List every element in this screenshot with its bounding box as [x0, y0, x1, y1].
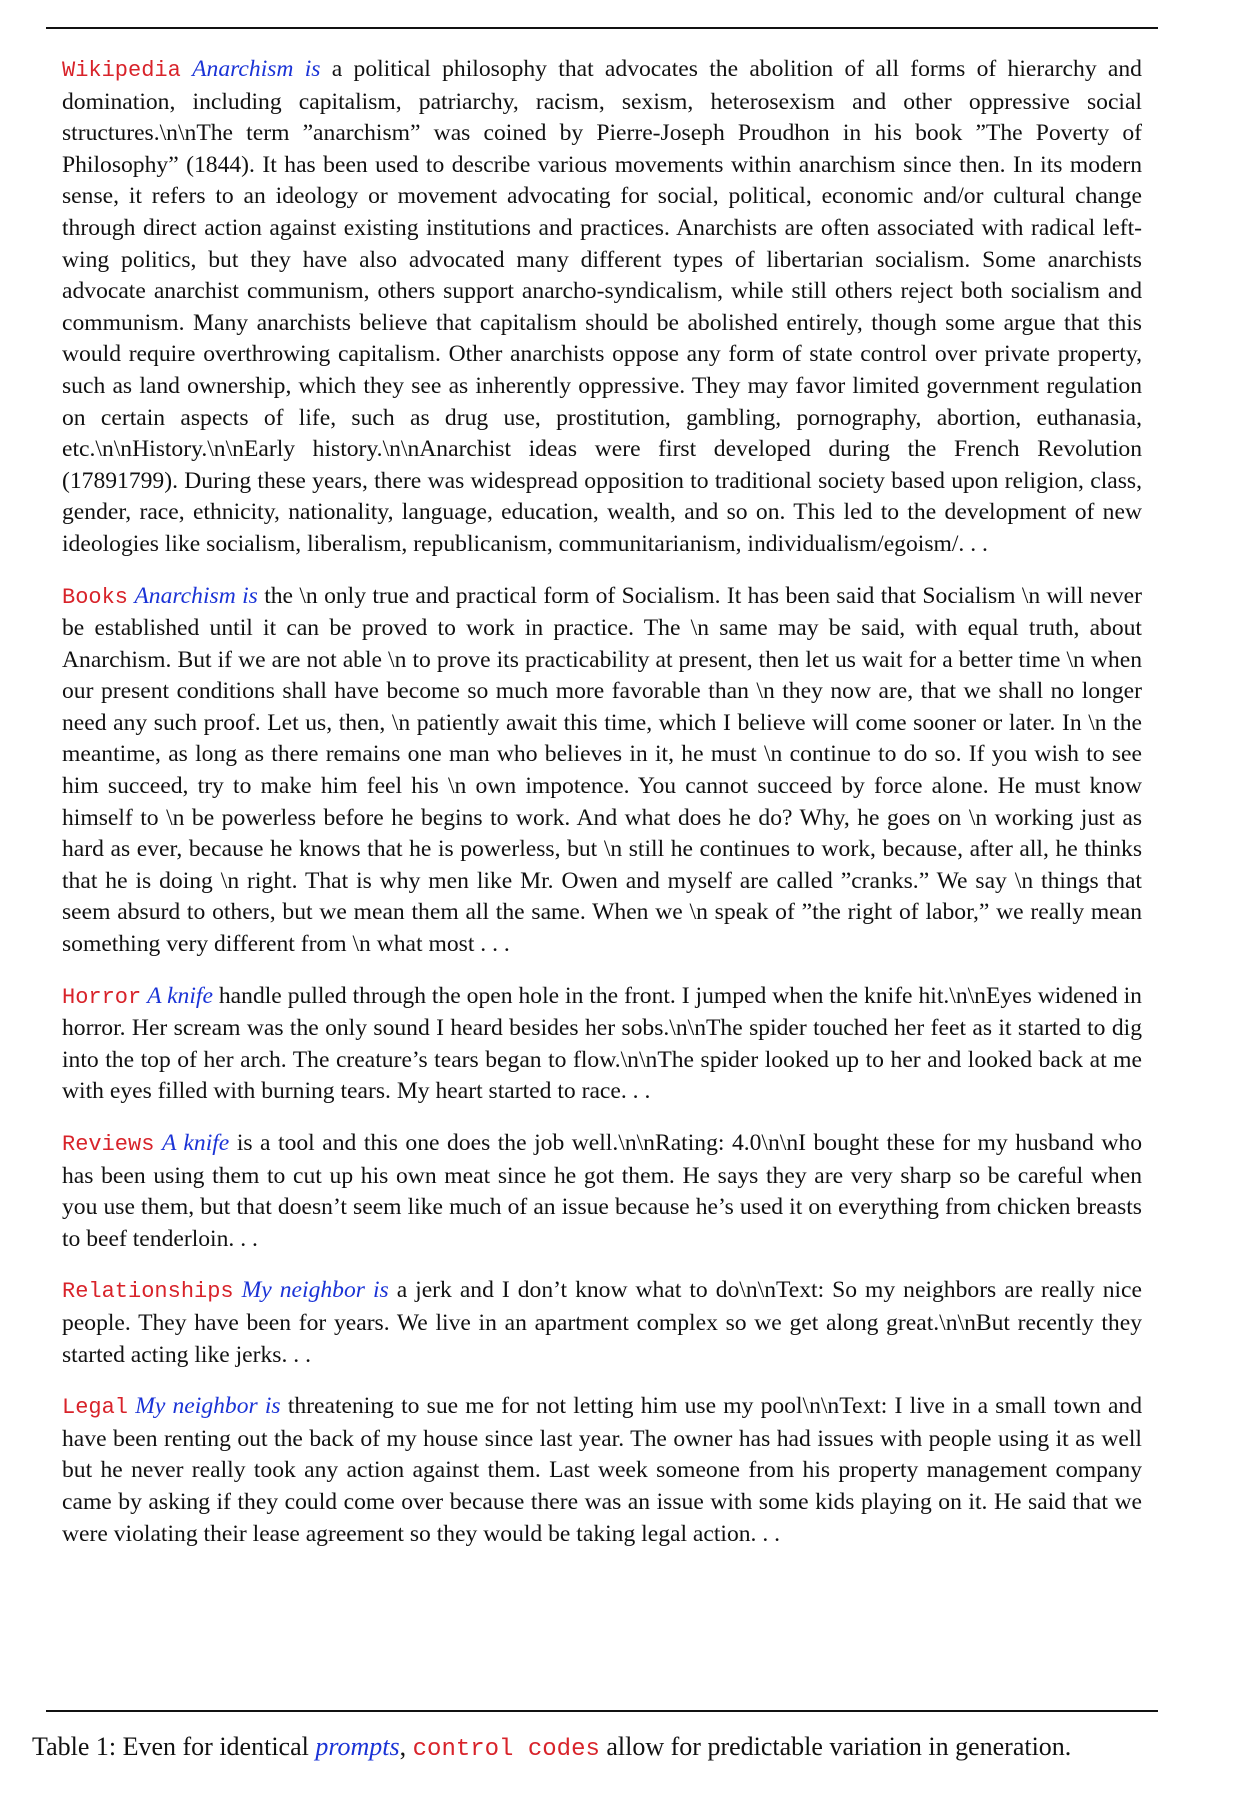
prompt-text: A knife [147, 982, 213, 1009]
control-code: Books [62, 584, 129, 610]
generated-text: is a tool and this one does the job well.\n\nRating: 4.0\n\nI bought these for my husband who has been using them to cut up his own meat since he got them. He says they are very sharp so be careful when you use them, but that doesn’t seem like much of an issue because he’s used it on everything from chicken breasts to beef tenderloin. . . [62, 1130, 1148, 1252]
prompt-text: My neighbor is [241, 1277, 389, 1304]
caption-comma: , [399, 1732, 407, 1761]
caption-label: Table 1: Even for identical [32, 1732, 309, 1761]
generated-text: handle pulled through the open hole in the front. I jumped when the knife hit.\n\nEyes widened in horror. Her scream was the only sound I heard besides her sobs.\n\nThe spider touched her feet as it started to dig into the top of her arch. The creature’s tears began to flow.\n\nThe spider looked up to her and looked back at me with eyes filled with burning tears. My heart started to race. . . [62, 982, 1148, 1105]
prompt-text: A knife [161, 1130, 230, 1156]
generated-text: a jerk and I don’t know what to do\n\nText: So my neighbors are really nice people. They have been for years. We live in an apartment complex so we get along great.\n\nBut recently they started acting like jerks. . . [62, 1277, 1148, 1368]
sample-horror [62, 981, 1148, 1108]
sample-reviews [62, 1128, 1148, 1255]
control-code: Horror [62, 984, 142, 1010]
table-caption [32, 1730, 1212, 1767]
sample-wikipedia [62, 54, 1148, 561]
control-code: Reviews [62, 1132, 155, 1157]
table-top-rule [46, 27, 1158, 29]
caption-rest: allow for predictable variation in generation. [606, 1732, 1072, 1761]
prompt-text: Anarchism is [134, 582, 258, 609]
control-code: Wikipedia [62, 58, 181, 83]
sample-legal [62, 1391, 1148, 1550]
generated-text: threatening to sue me for not letting him use my pool\n\nText: I live in a small town and have been renting out the back of my house since last year. The owner has had issues with people using it as well but he never really took any action against them. Last week someone from his property management company came by asking if they could come over because there was an issue with some kids playing on it. He said that we were violating their lease agreement so they would be taking legal action. . . [62, 1393, 1148, 1547]
generation-samples-table [62, 54, 1148, 1570]
caption-control-codes: control codes [412, 1736, 600, 1763]
prompt-text: Anarchism is [192, 56, 321, 82]
caption-prompts-word: prompts [315, 1732, 400, 1761]
sample-relationships [62, 1275, 1148, 1371]
generated-text: a political philosophy that advocates the abolition of all forms of hierarchy and domination, including capitalism, patriarchy, racism, sexism, heterosexism and other oppressive social structures.\n\nThe term ”anarchism” was coined by Pierre-Joseph Proudhon in his book ”The Poverty of Philosophy” (1844). It has been used to describe various movements within anarchism since then. In its modern sense, it refers to an ideology or movement advocating for social, political, economic and/or cultural change through direct action against existing institutions and practices. Anarchists are often associated with radical left-wing politics, but they have also advocated many different types of libertarian socialism. Some anarchists advocate anarchist communism, others support anarcho-syndicalism, while still others reject both socialism and communism. Many anarchists believe that capitalism should be abolished entirely, though some argue that this would require overthrowing capitalism. Other anarchists oppose any form of state control over private property, such as land ownership, which they see as inherently oppressive. They may favor limited government regulation on certain aspects of life, such as drug use, prostitution, gambling, pornography, abortion, euthanasia, etc.\n\nHistory.\n\nEarly history.\n\nAnarchist ideas were first developed during the French Revolution (17891799). During these years, there was widespread opposition to traditional society based upon religion, class, gender, race, ethnicity, nationality, language, education, wealth, and so on. This led to the development of new ideologies like socialism, liberalism, republicanism, communitarianism, individualism/egoism/. . . [62, 56, 1148, 557]
prompt-text: My neighbor is [135, 1393, 281, 1420]
control-code: Legal [62, 1395, 129, 1421]
sample-books [62, 581, 1148, 961]
table-bottom-rule [46, 1710, 1158, 1712]
control-code: Relationships [62, 1279, 234, 1305]
generated-text: the \n only true and practical form of Socialism. It has been said that Socialism \n will never be established until it can be proved to work in practice. The \n same may be said, with equal truth, about Anarchism. But if we are not able \n to prove its practicability at present, then let us wait for a better time \n when our present conditions shall have become so much more favorable than \n they now are, that we shall no longer need any such proof. Let us, then, \n patiently await this time, which I believe will come sooner or later. In \n the meantime, as long as there remains one man who believes in it, he must \n continue to do so. If you wish to see him succeed, try to make him feel his \n own impotence. You cannot succeed by force alone. He must know himself to \n be powerless before he begins to work. And what does he do? Why, he goes on \n working just as hard as ever, because he knows that he is powerless, but \n still he continues to work, because, after all, he thinks that he is doing \n right. That is why men like Mr. Owen and myself are called ”cranks.” We say \n things that seem absurd to others, but we mean them all the same. When we \n speak of ”the right of labor,” we really mean something very different from \n what most . . . [62, 582, 1148, 958]
